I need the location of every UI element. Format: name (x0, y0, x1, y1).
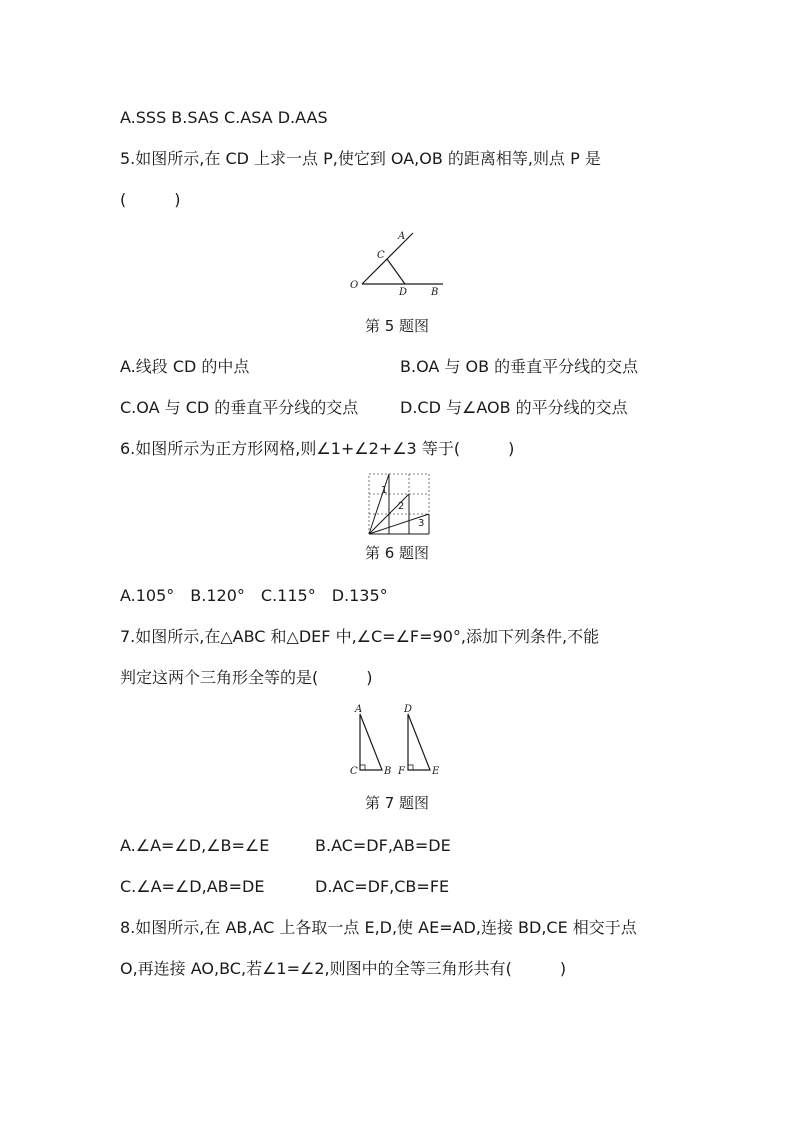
q7-label-a: A (355, 704, 363, 715)
q6-angle-3-label: 3 (418, 518, 425, 529)
q5-label-o: O (350, 280, 359, 291)
q5-label-c: C (377, 250, 385, 261)
q4-options: A.SSS B.SAS C.ASA D.AAS (120, 108, 328, 127)
q7-label-f: F (398, 766, 405, 777)
q5-label-d: D (399, 287, 408, 298)
q5-stem-line2: ( ) (120, 190, 181, 209)
q7-option-b: B.AC=DF,AB=DE (315, 836, 451, 855)
q7-figure (345, 702, 450, 782)
q7-triangle-def (408, 714, 430, 770)
q7-option-c: C.∠A=∠D,AB=DE (120, 877, 265, 896)
q7-label-c: C (350, 766, 358, 777)
q6-angle-1-label: 1 (381, 485, 388, 496)
q7-triangle-abc (360, 714, 382, 770)
q5-option-b: B.OA 与 OB 的垂直平分线的交点 (400, 357, 639, 376)
q7-option-a: A.∠A=∠D,∠B=∠E (120, 836, 270, 855)
q6-options: A.105° B.120° C.115° D.135° (120, 586, 388, 605)
q5-option-c: C.OA 与 CD 的垂直平分线的交点 (120, 398, 359, 417)
q5-option-a: A.线段 CD 的中点 (120, 357, 250, 376)
q5-caption: 第 5 题图 (364, 317, 430, 335)
q8-stem-line1: 8.如图所示,在 AB,AC 上各取一点 E,D,使 AE=AD,连接 BD,CE 相交于点 (120, 918, 637, 937)
q7-label-d: D (404, 704, 413, 715)
q7-stem-line1: 7.如图所示,在△ABC 和△DEF 中,∠C=∠F=90°,添加下列条件,不能 (120, 627, 600, 646)
q5-label-a: A (398, 231, 406, 242)
q7-caption: 第 7 题图 (364, 794, 430, 812)
q6-stem-line1: 6.如图所示为正方形网格,则∠1+∠2+∠3 等于( ) (120, 439, 515, 458)
q5-segment-cd (387, 259, 405, 284)
q5-ray-oa (362, 233, 413, 284)
q7-stem-line2: 判定这两个三角形全等的是( ) (120, 668, 373, 687)
q5-option-d: D.CD 与∠AOB 的平分线的交点 (400, 398, 628, 417)
q7-option-d: D.AC=DF,CB=FE (315, 877, 450, 896)
q5-stem-line1: 5.如图所示,在 CD 上求一点 P,使它到 OA,OB 的距离相等,则点 P 是 (120, 149, 601, 168)
q7-label-e: E (432, 766, 440, 777)
q5-label-b: B (431, 287, 439, 298)
q7-label-b: B (384, 766, 392, 777)
q6-angle-2-label: 2 (398, 501, 405, 512)
q6-caption: 第 6 题图 (364, 544, 430, 562)
q5-figure (340, 225, 450, 300)
q8-stem-line2: O,再连接 AO,BC,若∠1=∠2,则图中的全等三角形共有( ) (120, 959, 567, 978)
q6-grid-figure (368, 473, 430, 535)
